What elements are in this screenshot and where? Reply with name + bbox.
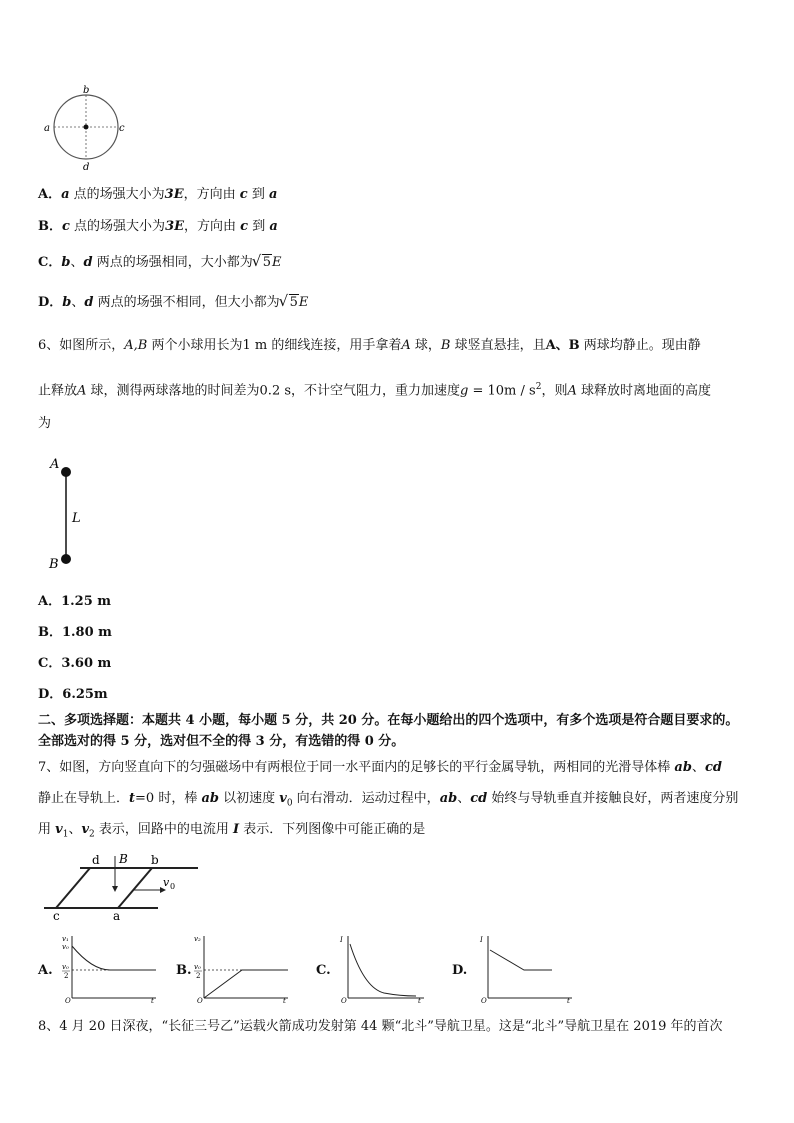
half-v0-num: v₀	[62, 963, 69, 971]
label-B: B	[119, 852, 128, 866]
label-d: d	[83, 162, 90, 173]
q6-option-a: A．1.25 m	[38, 594, 112, 609]
label-d: d	[92, 853, 100, 867]
q7-line-1: 7、如图，方向竖直向下的匀强磁场中有两根位于同一水平面内的足够长的平行金属导轨，两相同的光滑导体棒 ab、cd	[38, 760, 722, 775]
q5-option-c: C．b、d 两点的场强相同，大小都为√ 5E	[38, 254, 281, 272]
label-c: c	[119, 123, 125, 134]
ylabel-i: I	[340, 936, 343, 944]
q7-line-3: 用 $v_1$、$v_2$ 表示，回路中的电流用 I 表示．下列图像中可能正确的是	[38, 822, 426, 840]
origin-o: O	[197, 997, 203, 1004]
ylabel-i: I	[480, 936, 483, 944]
q6-option-d: D．6.25m	[38, 687, 108, 702]
section-2-line-1: 二、多项选择题：本题共 4 小题，每小题 5 分，共 20 分。在每小题给出的四个选项中，有多个选项是符合题目要求的。	[38, 713, 739, 728]
rail-figure	[40, 850, 205, 920]
half-v0-den: 2	[196, 972, 201, 980]
graph-b	[190, 932, 292, 1004]
q6-line-1: 6、如图所示，A,B 两个小球用长为1 m 的细线连接，用手拿着A 球，B 球竖直悬挂，且A、B 两球均静止。现由静	[38, 338, 701, 353]
graph-option-b-letter: B.	[176, 963, 192, 978]
origin-o: O	[341, 997, 347, 1004]
half-v0-den: 2	[64, 972, 69, 980]
ylabel-v2: v₂	[194, 935, 201, 943]
section-2-line-2: 全部选对的得 5 分，选对但不全的得 3 分，有选错的得 0 分。	[38, 734, 405, 749]
x-label-t: t	[151, 997, 154, 1004]
q6-line-2: 止释放A 球，测得两球落地的时间差为0.2 s，不计空气阻力，重力加速度$g = 10m / s^2$，则A 球释放时离地面的高度	[38, 382, 711, 399]
q5-option-a: A．a 点的场强大小为3E，方向由 c 到 a	[38, 187, 278, 202]
ylabel-v0: v₀	[62, 943, 69, 951]
x-label-t: t	[567, 997, 570, 1004]
graph-c	[334, 932, 428, 1004]
q5-option-d: D．b、d 两点的场强不相同，但大小都为√ 5E	[38, 294, 308, 312]
label-b: b	[83, 85, 90, 96]
graph-option-d-letter: D.	[452, 963, 468, 978]
circle-field-figure	[40, 82, 140, 174]
graph-a	[58, 932, 160, 1004]
q6-option-b: B．1.80 m	[38, 625, 112, 640]
graph-d	[474, 932, 576, 1004]
label-a: a	[44, 123, 50, 134]
q6-option-c: C．3.60 m	[38, 656, 112, 671]
label-b: b	[151, 853, 159, 867]
q7-line-2: 静止在导轨上．t=0 时，棒 ab 以初速度 $v_0$ 向右滑动．运动过程中，ab、cd 始终与导轨垂直并接触良好，两者速度分别	[38, 791, 739, 809]
origin-o: O	[481, 997, 487, 1004]
half-v0-num: v₀	[194, 963, 201, 971]
hanging-balls-figure	[44, 452, 94, 574]
q6-line-3: 为	[38, 416, 52, 431]
q8-line-1: 8、4 月 20 日深夜，“长征三号乙”运载火箭成功发射第 44 颗“北斗”导航卫星。这是“北斗”导航卫星在 2019 年的首次	[38, 1019, 723, 1034]
label-v0-sub: 0	[170, 882, 176, 891]
sqrt-symbol: √ 5	[280, 294, 299, 312]
label-length: L	[72, 511, 81, 526]
label-ball-b: B	[49, 557, 59, 572]
q5-option-b: B．c 点的场强大小为3E，方向由 c 到 a	[38, 219, 278, 234]
sqrt-symbol: √ 5	[253, 254, 272, 272]
label-a: a	[113, 909, 121, 920]
graph-option-a-letter: A.	[38, 963, 53, 978]
label-c: c	[53, 909, 60, 920]
label-ball-a: A	[50, 457, 60, 472]
x-label-t: t	[418, 997, 421, 1004]
ylabel-v1: v₁	[62, 935, 69, 943]
x-label-t: t	[283, 997, 286, 1004]
label-v0: v	[163, 876, 170, 889]
origin-o: O	[65, 997, 71, 1004]
graph-option-c-letter: C.	[316, 963, 331, 978]
